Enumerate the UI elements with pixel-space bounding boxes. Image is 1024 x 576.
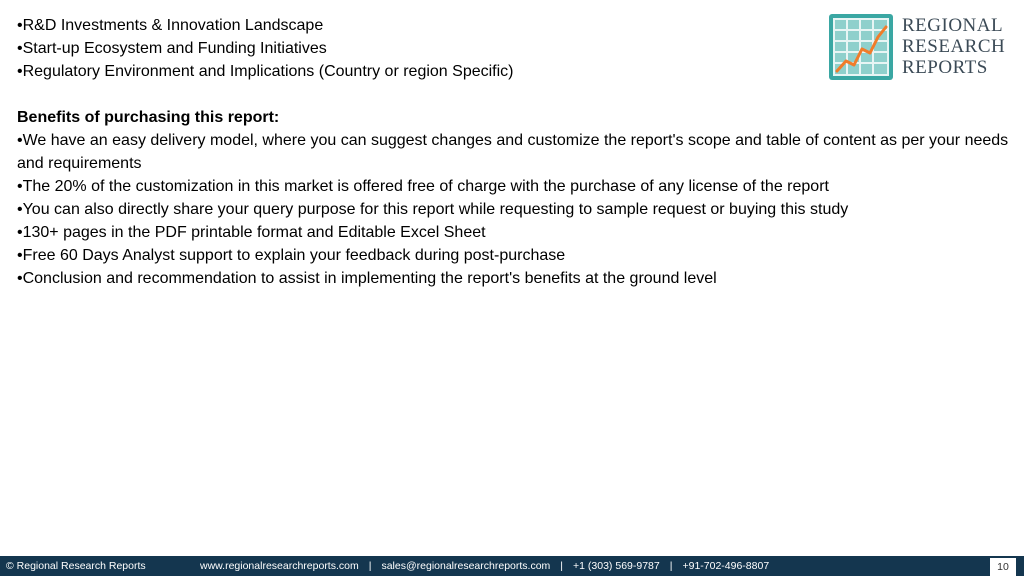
logo-text-line3: REPORTS — [902, 57, 988, 78]
benefit-item-analyst-support: •Free 60 Days Analyst support to explain your feedback during post-purchase — [17, 247, 566, 264]
benefit-item-pages: •130+ pages in the PDF printable format and Editable Excel Sheet — [17, 224, 486, 241]
benefit-item-customization: •The 20% of the customization in this market is offered free of charge with the purchase of any license of the report — [17, 178, 829, 195]
footer-separator: | — [669, 560, 673, 572]
page-number: 10 — [990, 558, 1016, 576]
logo-wordmark — [902, 15, 1005, 78]
intro-bullet-rd: •R&D Investments & Innovation Landscape — [17, 17, 324, 34]
footer-phone-us: +1 (303) 569-9787 — [573, 560, 660, 572]
company-logo — [828, 13, 1014, 85]
footer-website-link[interactable]: www.regionalresearchreports.com — [200, 560, 359, 572]
footer-email-link[interactable]: sales@regionalresearchreports.com — [381, 560, 551, 572]
benefits-heading: Benefits of purchasing this report: — [17, 109, 280, 126]
spacer — [17, 83, 1012, 106]
footer-bar — [0, 556, 1024, 576]
footer-separator: | — [368, 560, 372, 572]
benefit-item-query: •You can also directly share your query purpose for this report while requesting to sample request or buying this study — [17, 201, 849, 218]
footer-phone-in: +91-702-496-8807 — [682, 560, 770, 572]
benefit-item-conclusion: •Conclusion and recommendation to assist in implementing the report's benefits at the ground level — [17, 270, 717, 287]
chart-grid-logo-icon — [828, 13, 894, 81]
logo-text-line2: RESEARCH — [902, 36, 1006, 57]
logo-text-line1: REGIONAL — [902, 15, 1004, 36]
footer-separator: | — [560, 560, 564, 572]
footer-contact — [200, 556, 769, 576]
benefit-item-delivery: •We have an easy delivery model, where you can suggest changes and customize the report's scope and table of content as per your needs and requirements — [17, 132, 1009, 172]
intro-bullet-startup: •Start-up Ecosystem and Funding Initiatives — [17, 40, 327, 57]
intro-bullet-regulatory: •Regulatory Environment and Implications (Country or region Specific) — [17, 63, 514, 80]
footer-copyright: © Regional Research Reports — [6, 560, 146, 572]
